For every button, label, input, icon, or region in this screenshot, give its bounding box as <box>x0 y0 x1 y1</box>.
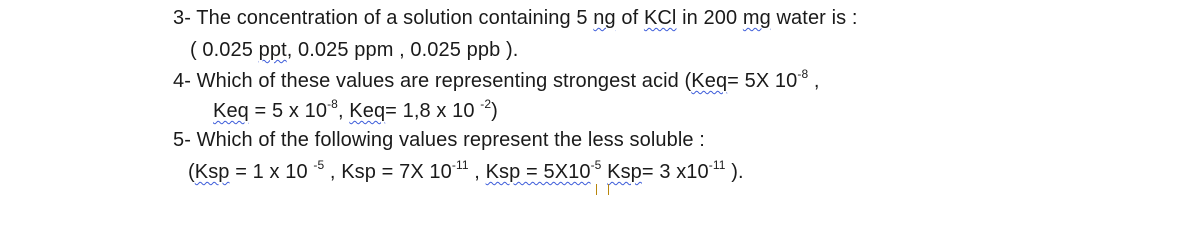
q4-keq-1-label: Keq <box>691 70 728 92</box>
q5-ksp-1-label: Ksp <box>194 161 230 183</box>
q3-mass-unit: mg <box>742 7 771 29</box>
q5-ksp-3-value: = 5X10 <box>520 161 591 183</box>
q3-amount-number: 5 <box>576 7 594 29</box>
q5-close: ). <box>725 161 744 183</box>
q4-keq-3-close: ) <box>491 100 498 122</box>
q4-keq-3-label: Keq <box>349 100 386 122</box>
q3-tail-text: water is : <box>770 7 858 29</box>
question-3-stem <box>173 6 858 30</box>
q4-keq-2-value: = 5 x 10 <box>248 100 328 122</box>
q3-stem-text: 3- The concentration of a solution containing <box>173 7 577 29</box>
q3-options-rest: , 0.025 ppm , 0.025 ppb ). <box>286 39 519 61</box>
q5-open: ( <box>188 161 195 183</box>
q5-ksp-3-exponent: -5 <box>590 158 602 172</box>
q5-ksp-2-label: Ksp <box>341 161 376 183</box>
q3-compound: KCl <box>643 7 677 29</box>
q4-keq-2-exponent: -8 <box>327 97 338 111</box>
q5-ksp-4-exponent: -11 <box>708 158 726 172</box>
q4-stem-text: 4- Which of these values are representing strongest acid ( <box>173 70 692 92</box>
q5-ksp-2-value: = 7X 10 <box>376 161 452 183</box>
q5-ksp-1-value: = 1 x 10 <box>229 161 314 183</box>
q5-separator-1: , <box>324 161 342 183</box>
q5-ksp-4-label: Ksp <box>607 161 642 183</box>
q5-ksp-1-exponent: -5 <box>313 158 325 172</box>
q4-keq-2-separator: , <box>337 100 350 122</box>
q4-keq-3-value: = 1,8 x 10 <box>385 100 481 122</box>
q3-mass-text: in 200 <box>676 7 743 29</box>
question-4-stem <box>173 69 820 93</box>
q4-keq-1-exponent: -8 <box>797 67 809 81</box>
question-4-options <box>213 99 498 123</box>
q3-mid-text: of <box>615 7 644 29</box>
q4-keq-3-exponent: -2 <box>480 97 492 111</box>
q5-ksp-2-exponent: -11 <box>451 158 469 172</box>
question-5-options <box>188 160 744 184</box>
q5-separator-2: , <box>468 161 486 183</box>
q5-ksp-3-label: Ksp <box>485 161 521 183</box>
question-5-stem <box>173 128 705 152</box>
q4-keq-1-separator: , <box>808 70 820 92</box>
q4-keq-2-label: Keq <box>213 100 249 122</box>
q3-options-open: ( 0.025 <box>190 39 259 61</box>
text-cursor-icon <box>596 184 609 195</box>
question-3-options <box>190 38 518 62</box>
q5-stem-text: 5- Which of the following values represent the less soluble : <box>173 129 705 151</box>
q3-option-1-unit: ppt <box>258 39 287 61</box>
q4-keq-1-value: = 5X 10 <box>727 70 798 92</box>
q3-amount-unit: ng <box>593 7 616 29</box>
q5-ksp-4-value: = 3 x10 <box>641 161 709 183</box>
